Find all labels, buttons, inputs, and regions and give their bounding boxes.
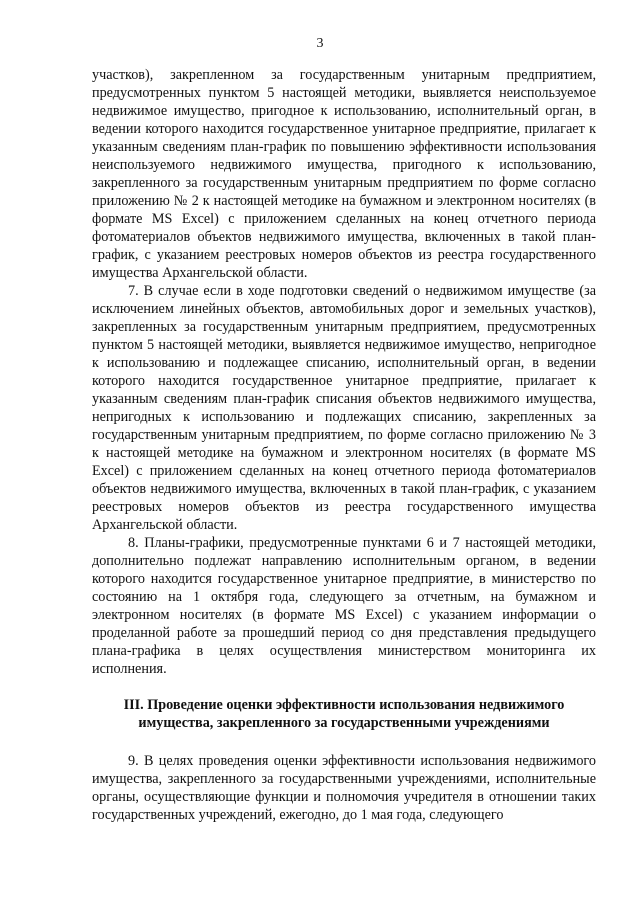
page-number: 3 bbox=[316, 36, 324, 51]
document-body bbox=[92, 66, 596, 824]
paragraph-6-continuation: участков), закрепленном за государственным унитарным предприятием, предусмотренных пунктом 5 настоящей методики, выявляется неиспользуемое недвижимое имущество, пригодное к использованию, исполнительный орган, в ведении которого находится государственное унитарное предприятие, прилагает к указанным сведениям план-график по повышению эффективности использования неиспользуемого недвижимого имущества, пригодного к использованию, закрепленного за государственным унитарным предприятием по форме согласно приложению № 2 к настоящей методике на бумажном и электронном носителях (в формате MS Excel) с приложением сделанных на конец отчетного периода фотоматериалов объектов недвижимого имущества, включенных в такой план-график, с указанием реестровых номеров объектов из реестра государственного имущества Архангельской области. bbox=[92, 67, 596, 281]
paragraph-9: 9. В целях проведения оценки эффективности использования недвижимого имущества, закрепленного за государственными учреждениями, исполнительные органы, осуществляющие функции и полномочия учредителя в отношении таких государственных учреждений, ежегодно, до 1 мая года, следующего bbox=[92, 753, 596, 823]
paragraph-7: 7. В случае если в ходе подготовки сведений о недвижимом имуществе (за исключением линейных объектов, автомобильных дорог и земельных участков), закрепленных за государственным унитарным предприятием, предусмотренных пунктом 5 настоящей методики, выявляется недвижимое имущество, непригодное к использованию и подлежащее списанию, исполнительный орган, в ведении которого находится государственное унитарное предприятие, прилагает к указанным сведениям план-график списания объектов недвижимого имущества, непригодных к использованию и подлежащих списанию, закрепленных за государственным унитарным предприятием, по форме согласно приложению № 3 к настоящей методике на бумажном и электронном носителях (в формате MS Excel) с приложением сделанных на конец отчетного периода фотоматериалов объектов недвижимого имущества, включенных в такой план-график, с указанием реестровых номеров объектов из реестра государственного имущества Архангельской области. bbox=[92, 283, 596, 533]
section-3-heading: III. Проведение оценки эффективности использования недвижимого имущества, закрепленного за государственными учреждениями bbox=[123, 697, 565, 731]
paragraph-8: 8. Планы-графики, предусмотренные пунктами 6 и 7 настоящей методики, дополнительно подлежат направлению исполнительным органом, в ведении которого находится государственное унитарное предприятие, в министерство по состоянию на 1 октября года, следующего за отчетным, на бумажном и электронном носителях (в формате MS Excel) с указанием информации о проделанной работе за прошедший период со дня представления предыдущего плана-графика в целях осуществления министерством мониторинга их исполнения. bbox=[92, 535, 596, 677]
